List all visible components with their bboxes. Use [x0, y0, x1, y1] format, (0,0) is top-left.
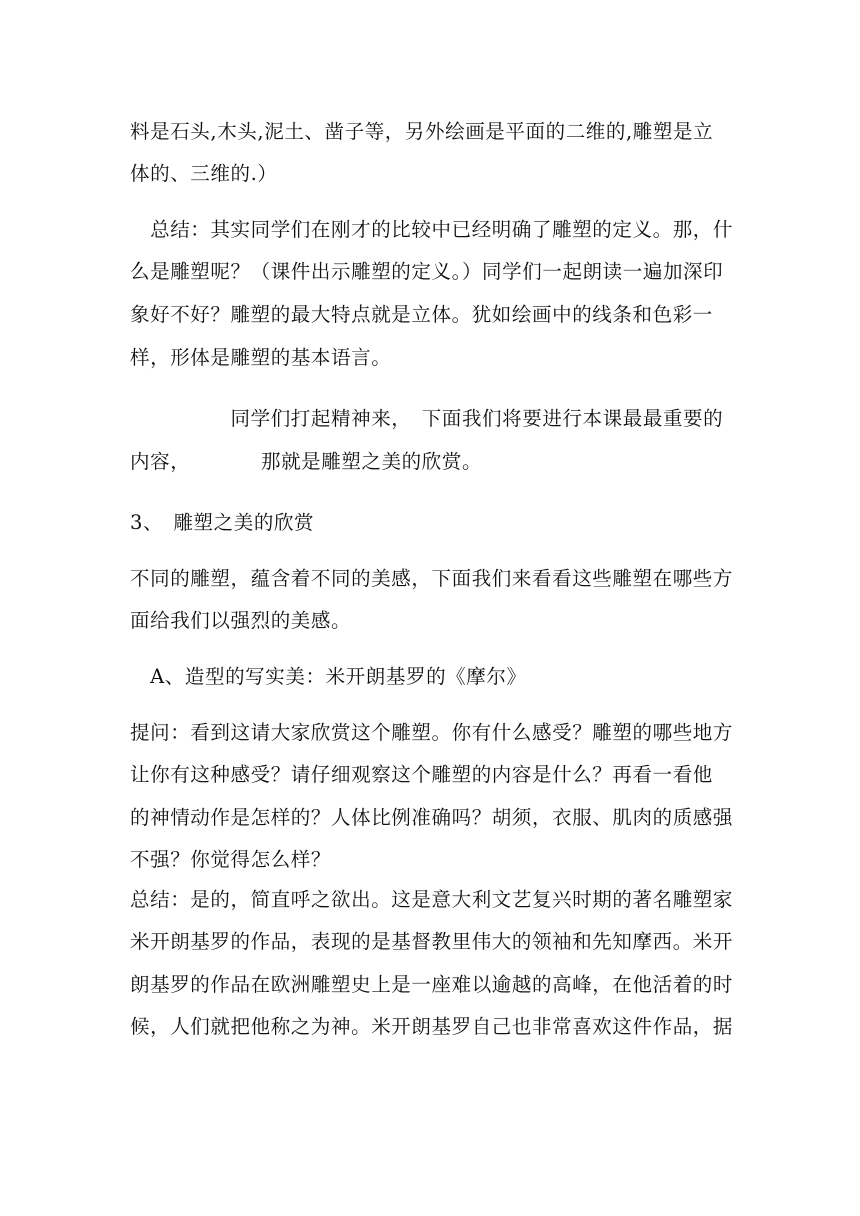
paragraph-line: 的神情动作是怎样的？人体比例准确吗？胡须，衣服、肌肉的质感强	[130, 806, 734, 829]
paragraph-line: 让你有这种感受？请仔细观察这个雕塑的内容是什么？再看一看他	[130, 763, 713, 786]
paragraph-line: 提问：看到这请大家欣赏这个雕塑。你有什么感受？雕塑的哪些地方	[130, 721, 734, 744]
paragraph-line: 体的、三维的.）	[130, 162, 278, 185]
paragraph-line: 总结：其实同学们在刚才的比较中已经明确了雕塑的定义。那，什	[130, 218, 734, 241]
section-heading: 3、 雕塑之美的欣赏	[130, 511, 315, 534]
paragraph-line: 不同的雕塑，蕴含着不同的美感，下面我们来看看这些雕塑在哪些方	[130, 567, 734, 590]
paragraph-line: 么是雕塑呢？（课件出示雕塑的定义。）同学们一起朗读一遍加深印	[130, 260, 724, 283]
paragraph-line: 不强？你觉得怎么样？	[130, 848, 332, 871]
paragraph-line-tail: 那就是雕塑之美的欣赏。	[180, 450, 483, 473]
paragraph-line: 象好不好？雕塑的最大特点就是立体。犹如绘画中的线条和色彩一	[130, 303, 713, 326]
paragraph-line: 同学们打起精神来， 下面我们将要进行本课最最重要的	[130, 407, 724, 430]
paragraph-line: 米开朗基罗的作品，表现的是基督教里伟大的领袖和先知摩西。米开	[130, 930, 734, 953]
subsection-heading: A、造型的写实美：米开朗基罗的《摩尔》	[130, 665, 527, 688]
paragraph-line: 样，形体是雕塑的基本语言。	[130, 346, 392, 369]
paragraph-line: 内容， 那就是雕塑之美的欣赏。	[130, 450, 483, 473]
paragraph-line: 面给我们以强烈的美感。	[130, 609, 352, 632]
paragraph-line: 候，人们就把他称之为神。米开朗基罗自己也非常喜欢这件作品，据	[130, 1015, 734, 1038]
paragraph-line: 朗基罗的作品在欧洲雕塑史上是一座难以逾越的高峰，在他活着的时	[130, 973, 734, 996]
paragraph-line: 料是石头,木头,泥土、凿子等，另外绘画是平面的二维的,雕塑是立	[130, 120, 714, 143]
paragraph-line: 总结：是的，简直呼之欲出。这是意大利文艺复兴时期的著名雕塑家	[130, 888, 734, 911]
